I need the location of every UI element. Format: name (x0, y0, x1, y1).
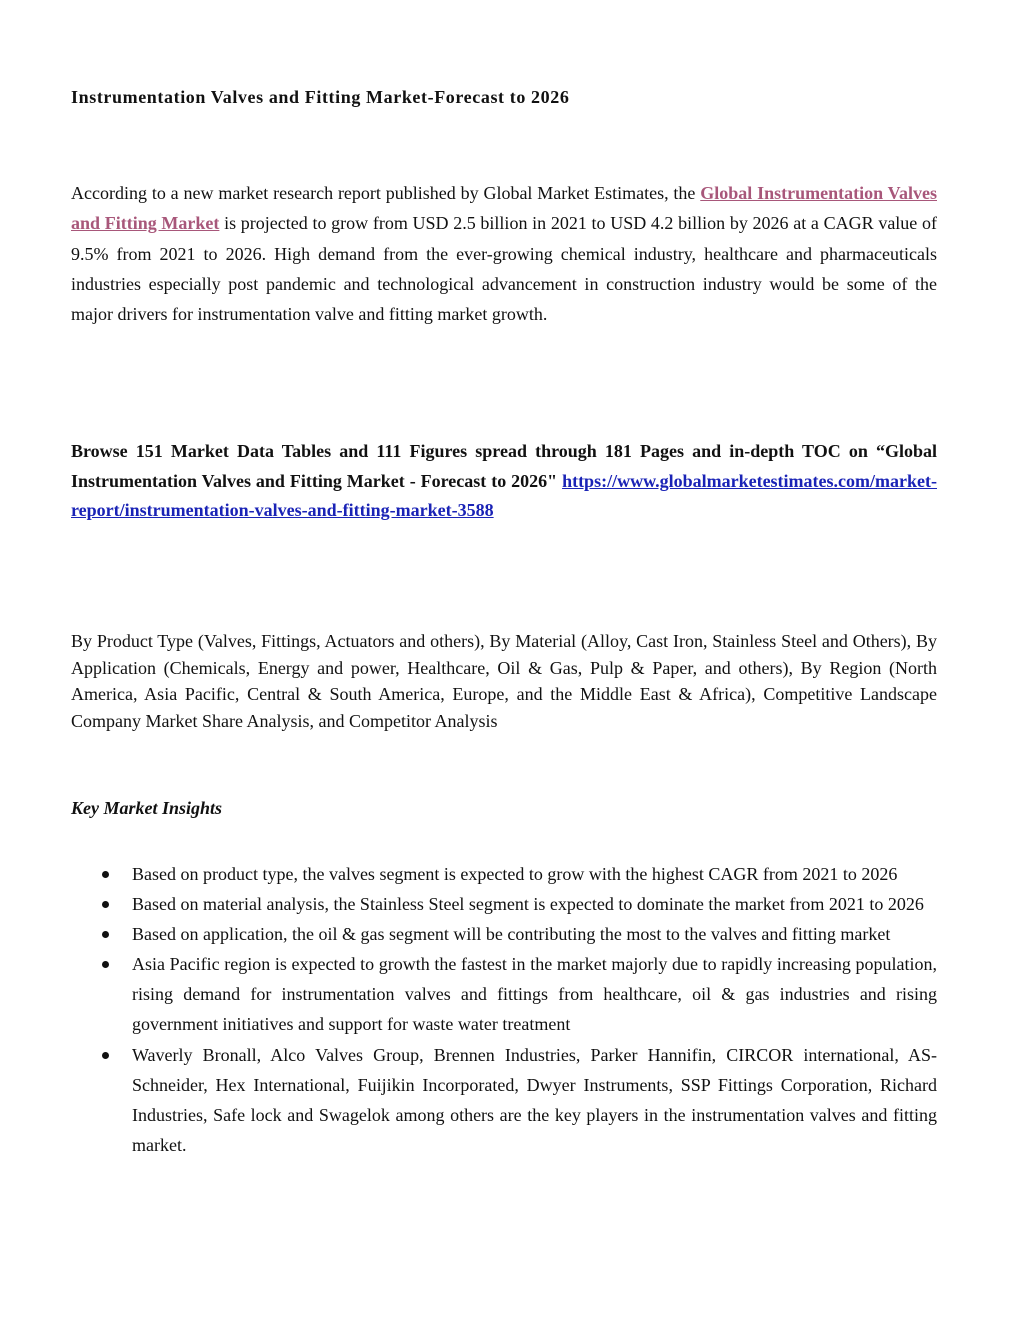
list-item (71, 889, 937, 919)
bullet-icon (102, 961, 109, 968)
list-item-text: Based on material analysis, the Stainless Steel segment is expected to dominate the market from 2021 to 2026 (132, 894, 924, 915)
segments-paragraph: By Product Type (Valves, Fittings, Actuators and others), By Material (Alloy, Cast Iron, Stainless Steel and Others), By Application (Chemicals, Energy and power, Healthcare, Oil & Gas, Pulp & Paper, and others), By Region (North America, Asia Pacific, Central & South America, Europe, and the Middle East & Africa), Competitive Landscape Company Market Share Analysis, and Competitor Analysis (71, 631, 937, 731)
list-item-text: Asia Pacific region is expected to growth the fastest in the market majorly due to rapidly increasing population, rising demand for instrumentation valves and fittings from healthcare, oil & gas industries and rising government initiatives and support for waste water treatment (132, 954, 937, 1035)
intro-paragraph (71, 178, 937, 329)
document-title: Instrumentation Valves and Fitting Market-Forecast to 2026 (71, 87, 570, 107)
key-insights-heading: Key Market Insights (71, 798, 223, 818)
browse-paragraph (71, 437, 937, 526)
list-item (71, 949, 937, 1039)
bullet-icon (102, 871, 109, 878)
insights-list (71, 859, 937, 1160)
intro-text-after-link: is projected to grow from USD 2.5 billion in 2021 to USD 4.2 billion by 2026 at a CAGR value of 9.5% from 2021 to 2026. High demand from the ever-growing chemical industry, healthcare and pharmaceuticals industries especially post pandemic and technological advancement in construction industry would be some of the major drivers for instrumentation valve and fitting market growth. (71, 213, 937, 325)
list-item (71, 919, 937, 949)
list-item-text: Based on application, the oil & gas segment will be contributing the most to the valves and fitting market (132, 924, 891, 945)
intro-text-before-link: According to a new market research report published by Global Market Estimates, the (71, 183, 701, 203)
report-url-link[interactable]: https://www.globalmarketestimates.com/market-report/instrumentation-valves-and-fitting-market-3588 (71, 470, 937, 520)
list-item-text: Based on product type, the valves segment is expected to grow with the highest CAGR from 2021 to 2026 (132, 864, 898, 884)
list-item (71, 1040, 937, 1160)
list-item-text: Waverly Bronall, Alco Valves Group, Brennen Industries, Parker Hannifin, CIRCOR international, AS-Schneider, Hex International, Fuijikin Incorporated, Dwyer Instruments, SSP Fittings Corporation, Richard Industries, Safe lock and Swagelok among others are the key players in the instrumentation valves and fitting market. (132, 1044, 937, 1155)
report-title-link[interactable]: Global Instrumentation Valves and Fitting Market (71, 183, 937, 234)
bullet-icon (102, 1052, 109, 1059)
browse-text: Browse 151 Market Data Tables and 111 Figures spread through 181 Pages and in-depth TOC on “Global Instrumentation Valves and Fitting Market - Forecast to 2026" (71, 441, 937, 491)
bullet-icon (102, 901, 109, 908)
bullet-icon (102, 931, 109, 938)
list-item (71, 859, 937, 889)
